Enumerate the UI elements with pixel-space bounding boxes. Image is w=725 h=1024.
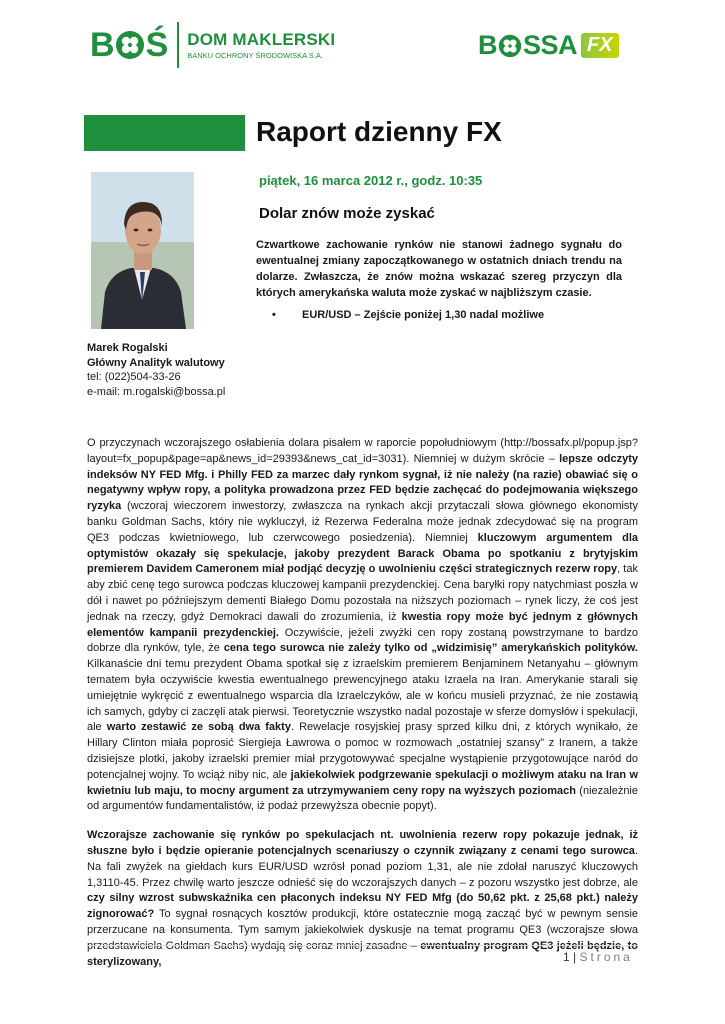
body-run: . Na fali zwyżek na giełdach kurs EUR/USD wzrósł ponad poziom 1,31, ale nie zdołał naruszyć kluczowych 1,3110-45. Przez chwilę warto jeszcze odnieść się do wczorajszych danych – z pozoru wszystko jest dobrze, ale — [87, 844, 638, 889]
bossa-logo-text: B SSA — [478, 30, 578, 60]
body-run: (niezależnie od argumentów fundamentalistów, iż podaż przewyższa obecnie popyt). — [87, 784, 638, 813]
body-run-bold: jakiekolwiek podgrzewanie spekulacji o możliwym ataku na Iran w kwietniu lub maju, to mocny argument za utrzymywaniem ceny ropy na wyższych poziomach — [87, 768, 639, 797]
dm-subtitle: BANKU OCHRONY ŚRODOWISKA S.A. — [187, 51, 323, 60]
report-headline: Dolar znów może zyskać — [259, 205, 435, 222]
footer-divider — [87, 945, 638, 946]
author-tel: tel: (022)504-33-26 — [87, 371, 181, 383]
bos-logo — [90, 22, 335, 68]
author-portrait — [91, 172, 194, 329]
bullet-dot-icon: • — [272, 309, 276, 321]
author-role: Główny Analityk walutowy — [87, 356, 225, 369]
body-run-bold: cena tego surowca nie zależy tylko od „widzimisię” amerykańskich polityków. — [223, 642, 638, 655]
report-body — [87, 436, 638, 983]
page-number: 1 — [563, 950, 570, 964]
body-run: To sygnał rosnących kosztów produkcji, które ostatecznie mogą zacząć być w pewnym sensie przerzucane na konsumenta. Tym samym jakiekolwiek dyskusje na temat programu QE3 (wczorajsze słowa — [87, 908, 638, 936]
report-date: piątek, 16 marca 2012 r., godz. 10:35 — [259, 173, 483, 188]
body-run: (wczoraj wieczorem inwestorzy, zwłaszcza na rynkach akcji przytaczali słowa głównego ekonomisty banku Goldman Sachs, który nie wykluczył, iż Rezerwa Federalna może jednak zdecydować się na program QE3 podczas kwietniowego, lub czerwcowego posiedzenia). Niemniej — [87, 500, 638, 544]
body-paragraph-2 — [87, 828, 638, 970]
title-accent-band — [84, 115, 245, 151]
bos-logo-text: B Ś — [90, 25, 168, 64]
body-run-bold: Wczorajsze zachowanie się rynków po spekulacjach nt. uwolnienia rezerw ropy pokazuje jednak, iż słuszne było i będzie opieranie potencjalnych scenariuszy o czynnik związany z cenami tego surowca — [87, 829, 638, 857]
page-label: Strona — [579, 950, 633, 964]
author-name: Marek Rogalski — [87, 342, 168, 354]
body-run-bold: kwestia ropy może być jednym z głównych elementów kampanii prezydenckiej. — [87, 610, 638, 639]
report-title: Raport dzienny FX — [256, 116, 502, 147]
footer-separator: | — [573, 950, 577, 964]
clover-icon — [115, 30, 145, 60]
body-run: Oczywiście, jeżeli zwyżki cen ropy zostaną powstrzymane to bardzo dobrze dla rynków, tyle, że — [87, 626, 638, 655]
bullet-item — [272, 309, 544, 321]
body-run-bold: lepsze odczyty indeksów NY FED Mfg. i Philly FED za marzec dały rynkom sygnał, iż nie należy (na razie) obawiać się o negatywny wpływ ropy, a polityka prowadzona przez FED będzie zachęcać do podejmowania większego ryzyka — [87, 452, 638, 513]
page-footer — [563, 950, 633, 964]
logo-separator — [177, 22, 179, 68]
clover-icon — [498, 34, 522, 58]
author-info — [87, 341, 247, 399]
body-run: , tak aby zbić cenę tego surowca podczas kluczowej kampanii prezydenckiej. Cena baryłki ropy natychmiast poszła w dół i nawet po późniejszym dementi Białego Domu pozostała na niższych poziomach – rynek liczy, że coś jest jednak na rzeczy, gdyż Demokraci dawali do zrozumienia, iż — [87, 563, 638, 623]
report-lead: Czwartkowe zachowanie rynków nie stanowi żadnego sygnału do ewentualnej zmiany zapoczątkowanego w ostatnich dniach trendu na dolarze. Zwłaszcza, że znów można wskazać szereg przyczyn dla których amerykańska waluta może zyskać w najbliższym czasie. — [256, 239, 622, 299]
dom-maklerski-text — [187, 30, 335, 60]
fx-badge: FX — [581, 33, 619, 58]
bullet-text: EUR/USD – Zejście poniżej 1,30 nadal możliwe — [302, 309, 545, 321]
author-email: e-mail: m.rogalski@bossa.pl — [87, 385, 226, 398]
body-run: Kilkanaście dni temu prezydent Obama spotkał się z izraelskim premierem Benjaminem Netanyahu – głównym tematem była oczywiście kwestia ewentualnego prewencyjnego ataku Izraela na Iran. Amerykanie starali się umiejętnie wykręcić z ewentualnego wsparcia dla Izraelczyków, ale w końcu musieli przyznać, że nie zostawią ich samych, gdyby ci zaczęli atak pierwsi. Teoretycznie wszystko nadal pozostaje w sferze domysłów i spekulacji, ale — [87, 658, 638, 734]
body-run-bold: warto zestawić ze sobą dwa fakty — [106, 721, 291, 734]
dm-title: DOM MAKLERSKI — [187, 30, 336, 49]
bossa-fx-logo — [478, 30, 619, 61]
body-run-bold: sterylizowany, — [87, 955, 162, 968]
body-paragraph-1 — [87, 436, 638, 815]
author-photo — [91, 172, 194, 329]
body-run: . Rewelacje rosyjskiej prasy sprzed kilku dni, z których wynikało, że Hillary Clinton miała poprosić Siergieja Ławrowa o pomoc w rozmowach „ostatniej szansy” z Iranem, a także dzisiejsze plotki, jakoby izraelski premier miał przygotowywać specjalne wystąpienie przygotowujące naród do potencjalnej wojny. To wciąż niby nic, ale — [87, 721, 638, 781]
body-run-bold: kluczowym argumentem dla optymistów okazały się spekulacje, jakoby prezydent Barack Obama po spotkaniu z brytyjskim premierem Davidem Cameronem miał podjąć decyzję o uwolnieniu części strategicznych rezerw ropy — [87, 531, 638, 576]
body-run: O przyczynach wczorajszego osłabienia dolara pisałem w raporcie popołudniowym (http://bossafx.pl/popup.jsp?layout=fx_popup&page=ap&news_id=29393&news_cat_id=3031). Niemniej w dużym skrócie – — [87, 437, 638, 465]
body-run-bold: czy silny wzrost subwskaźnika cen płaconych indeksu NY FED Mfg (do 50,62 pkt. z 25,68 pkt.) należy zignorować? — [87, 892, 638, 921]
